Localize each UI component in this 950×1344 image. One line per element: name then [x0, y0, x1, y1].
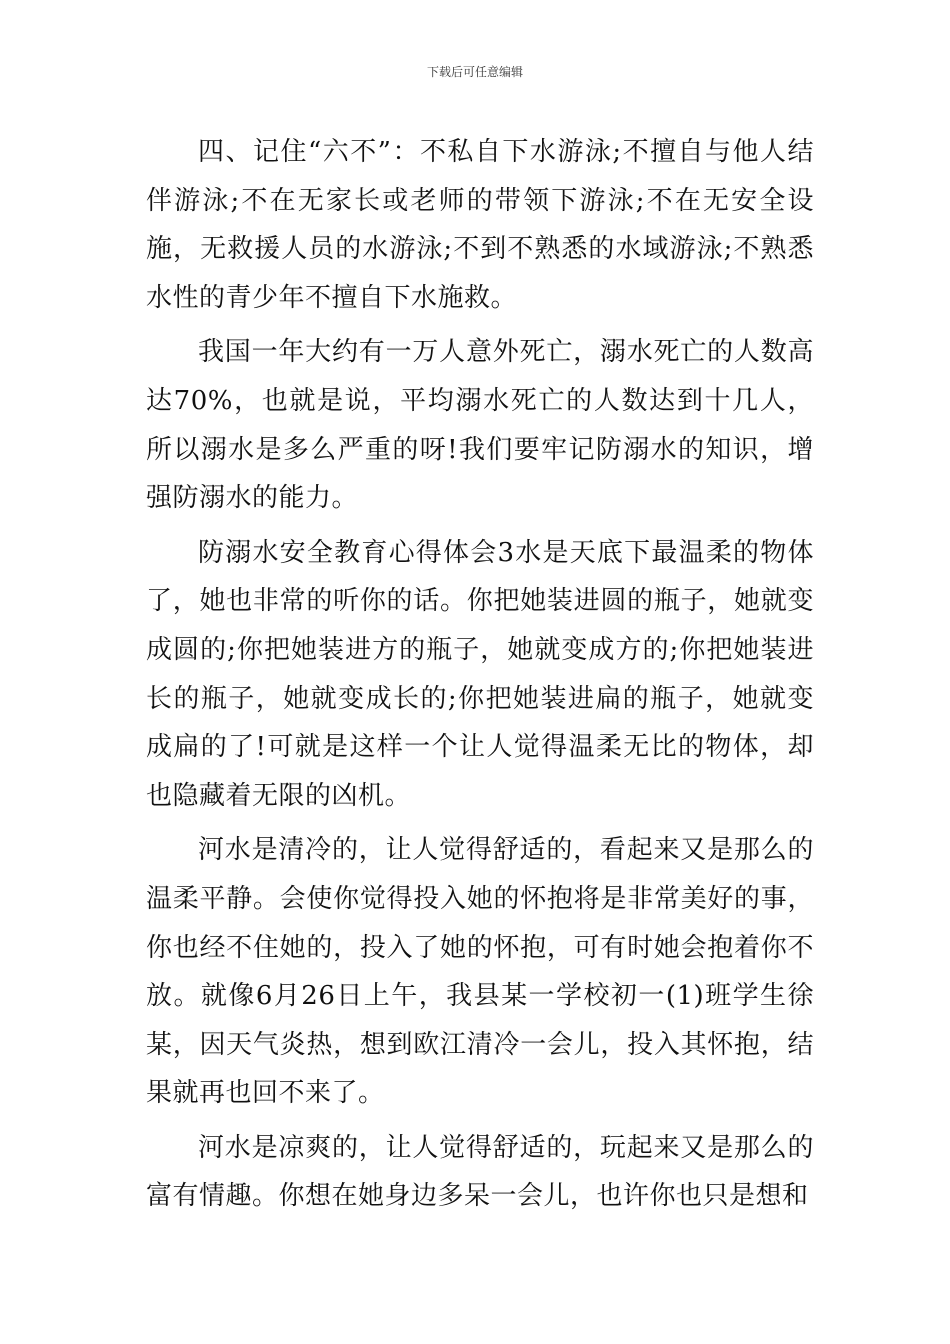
- paragraph-river-cold: 河水是清冷的，让人觉得舒适的，看起来又是那么的温柔平静。会使你觉得投入她的怀抱将是非常美好的事，你也经不住她的，投入了她的怀抱，可有时她会抱着你不放。就像6月26日上午，我县某一学校初一(1)班学生徐某，因天气炎热，想到欧江清冷一会儿，投入其怀抱，结果就再也回不来了。: [146, 835, 814, 1109]
- paragraph-river-cool: 河水是凉爽的，让人觉得舒适的，玩起来又是那么的富有情趣。你想在她身边多呆一会儿，也许你也只是想和: [146, 1132, 814, 1212]
- paragraph-statistics: 我国一年大约有一万人意外死亡，溺水死亡的人数高达70%，也就是说，平均溺水死亡的人数达到十几人，所以溺水是多么严重的呀!我们要牢记防溺水的知识，增强防溺水的能力。: [146, 337, 814, 514]
- paragraph-water-gentle: 防溺水安全教育心得体会3水是天底下最温柔的物体了，她也非常的听你的话。你把她装进圆的瓶子，她就变成圆的;你把她装进方的瓶子，她就变成方的;你把她装进长的瓶子，她就变成长的;你把她装进扁的瓶子，她就变成扁的了!可就是这样一个让人觉得温柔无比的物体，却也隐藏着无限的凶机。: [146, 537, 814, 811]
- document-body: [146, 128, 814, 1227]
- paragraph-six-rules: 四、记住“六不”：不私自下水游泳;不擅自与他人结伴游泳;不在无家长或老师的带领下游泳;不在无安全设施，无救援人员的水游泳;不到不熟悉的水域游泳;不熟悉水性的青少年不擅自下水施救。: [146, 137, 814, 313]
- page-header: 下载后可任意编辑: [426, 65, 523, 79]
